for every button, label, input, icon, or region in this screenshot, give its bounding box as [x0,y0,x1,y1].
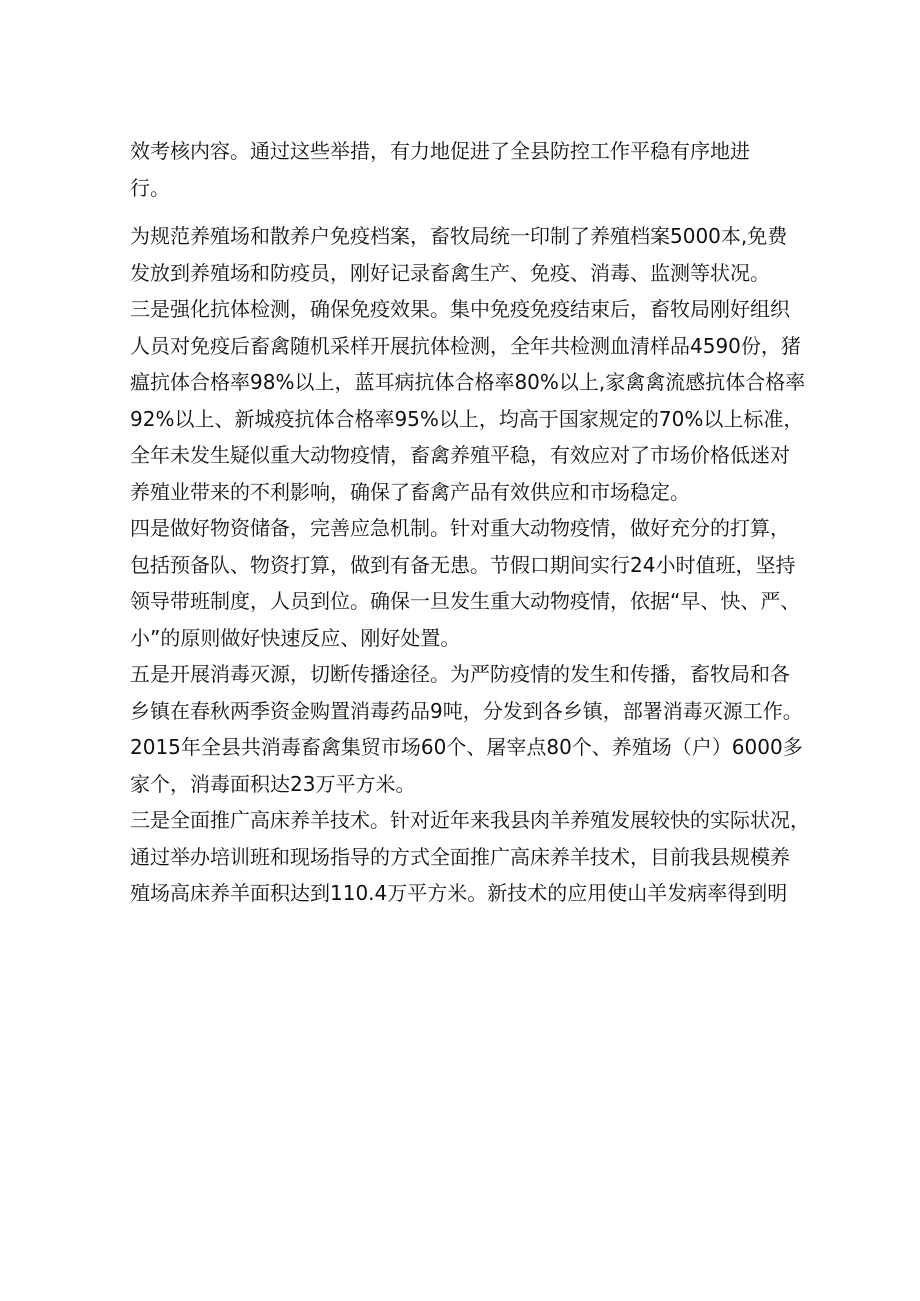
text-line: 小”的原则做好快速反应、刚好处置。 [130,625,461,650]
text-line: 2015年全县共消毒畜禽集贸市场60个、屠宰点80个、养殖场（户）6000多 [130,735,803,759]
text-line: 效考核内容。通过这些举措，有力地促进了全县防控工作平稳有序地进 [130,139,750,163]
text-line: 为规范养殖场和散养户免疫档案，畜牧局统一印制了养殖档案5000本,免费 [130,224,788,248]
text-line: 乡镇在春秋两季资金购置消毒药品9吨，分发到各乡镇，部署消毒灭源工作。 [130,698,803,723]
text-line: 全年未发生疑似重大动物疫情，畜禽养殖平稳，有效应对了市场价格低迷对 [130,443,790,467]
paragraph-gap [130,206,810,218]
text-line: 人员对免疫后畜禽随机采样开展抗体检测，全年共检测血清样品4590份，猪 [130,333,801,358]
text-line: 包括预备队、物资打算，做到有备无患。节假口期间实行24小时值班，坚持 [130,552,796,577]
text-line: 四是做好物资储备，完善应急机制。针对重大动物疫情，做好充分的打算， [130,516,790,540]
text-line: 瘟抗体合格率98%以上，蓝耳病抗体合格率80%以上,家禽禽流感抗体合格率 [130,370,806,394]
text-line: 五是开展消毒灭源，切断传播途径。为严防疫情的发生和传播，畜牧局和各 [130,662,790,686]
text-line: 三是强化抗体检测，确保免疫效果。集中免疫免疫结束后，畜牧局刚好组织 [130,297,790,321]
body-text [130,133,810,912]
text-line: 通过举办培训班和现场指导的方式全面推广高床养羊技术，目前我县规模养 [130,844,790,869]
text-line: 殖场高床养羊面积达到110.4万平方米。新技术的应用使山羊发病率得到明 [130,881,788,905]
text-line: 领导带班制度，人员到位。确保一旦发生重大动物疫情，依据“早、快、严、 [130,589,801,613]
text-line: 家个，消毒面积达23万平方米。 [130,771,416,796]
text-line: 养殖业带来的不利影响，确保了畜禽产品有效供应和市场稳定。 [130,479,690,504]
text-line: 发放到养殖场和防疫员，刚好记录畜禽生产、免疫、消毒、监测等状况。 [130,260,770,285]
text-line: 92%以上、新城疫抗体合格率95%以上，均高于国家规定的70%以上标准， [130,406,804,431]
text-line: 行。 [130,175,170,200]
text-line: 三是全面推广高床养羊技术。针对近年来我县肉羊养殖发展较快的实际状况， [130,808,810,832]
